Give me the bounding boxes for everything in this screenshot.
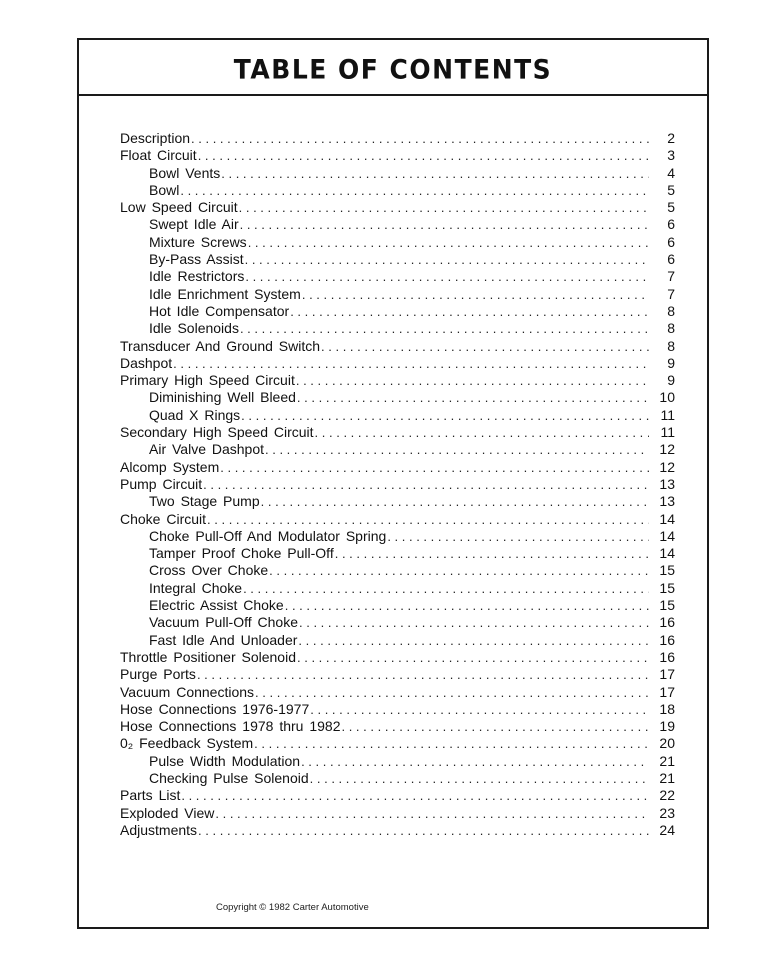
- toc-entry-page: 24: [659, 821, 675, 838]
- toc-entry-page: 4: [667, 164, 675, 181]
- toc-entry: [120, 735, 675, 752]
- toc-entry-label: Choke Circuit: [120, 510, 207, 527]
- toc-entry: [120, 147, 675, 164]
- toc-entry-page: 8: [667, 302, 675, 319]
- toc-entry: [120, 459, 675, 476]
- dot-leader: [321, 338, 649, 355]
- dot-leader: [301, 753, 649, 770]
- toc-entry-label: Fast Idle And Unloader: [149, 631, 298, 648]
- toc-entry-page: 13: [659, 493, 675, 510]
- toc-entry-page: 14: [659, 545, 675, 562]
- toc-entry: [120, 701, 675, 718]
- toc-entry-label: Integral Choke: [149, 579, 243, 596]
- toc-entry-label: Float Circuit: [120, 147, 197, 164]
- dot-leader: [297, 649, 649, 666]
- dot-leader: [207, 511, 649, 528]
- toc-entry: [120, 822, 675, 839]
- toc-entry-label: Pulse Width Modulation: [149, 752, 301, 769]
- toc-entry-page: 10: [659, 389, 675, 406]
- dot-leader: [191, 130, 649, 147]
- toc-entry-page: 15: [659, 597, 675, 614]
- toc-entry-page: 3: [667, 147, 675, 164]
- toc-entry-page: 5: [667, 199, 675, 216]
- toc-entry: [120, 718, 675, 735]
- toc-entry: [120, 372, 675, 389]
- toc-entry: [120, 597, 675, 614]
- toc-entry-page: 12: [659, 458, 675, 475]
- toc-entry-label: Idle Solenoids: [149, 320, 239, 337]
- toc-entry: [120, 476, 675, 493]
- dot-leader: [248, 234, 649, 251]
- toc-entry-label: Air Valve Dashpot: [149, 441, 265, 458]
- toc-entry: [120, 614, 675, 631]
- toc-entry-page: 6: [667, 233, 675, 250]
- page-title: TABLE OF CONTENTS: [233, 53, 553, 85]
- toc-entry: [120, 165, 675, 182]
- dot-leader: [265, 441, 649, 458]
- toc-entry-label: Checking Pulse Solenoid: [149, 769, 309, 786]
- toc-entry: [120, 182, 675, 199]
- toc-entry: [120, 684, 675, 701]
- toc-entry: [120, 441, 675, 458]
- dot-leader: [310, 701, 649, 718]
- toc-entry: [120, 199, 675, 216]
- toc-entry-label: Description: [120, 130, 191, 146]
- toc-entry-page: 12: [659, 441, 675, 458]
- toc-entry-page: 14: [659, 527, 675, 544]
- toc-entry: [120, 649, 675, 666]
- toc-entry-label: Choke Pull-Off And Modulator Spring: [149, 527, 387, 544]
- dot-leader: [245, 251, 649, 268]
- toc-entry-page: 18: [659, 700, 675, 717]
- toc-entry-label: Pump Circuit: [120, 475, 203, 492]
- toc-entry-label: Vacuum Connections: [120, 683, 255, 700]
- copyright-notice: Copyright © 1982 Carter Automotive: [216, 902, 369, 913]
- toc-entry-page: 7: [667, 268, 675, 285]
- dot-leader: [299, 614, 649, 631]
- dot-leader: [296, 372, 649, 389]
- dot-leader: [220, 459, 649, 476]
- toc-entry-label: Primary High Speed Circuit: [120, 372, 295, 389]
- dot-leader: [245, 268, 649, 285]
- toc-entry-label: Parts List: [120, 787, 181, 804]
- toc-entry-page: 9: [667, 354, 675, 371]
- toc-entry-page: 5: [667, 181, 675, 198]
- toc-entry-label: Swept Idle Air: [149, 216, 239, 233]
- dot-leader: [285, 597, 649, 614]
- toc-entry-label: Tamper Proof Choke Pull-Off: [149, 545, 334, 562]
- dot-leader: [341, 718, 649, 735]
- dot-leader: [198, 147, 649, 164]
- toc-entry-label: Throttle Positioner Solenoid: [120, 648, 296, 665]
- toc-entry: [120, 407, 675, 424]
- toc-entry-label: Alcomp System: [120, 458, 220, 475]
- toc-entry: [120, 234, 675, 251]
- toc-entry-label: Vacuum Pull-Off Choke: [149, 614, 298, 631]
- toc-entry: [120, 268, 675, 285]
- toc-entry-page: 19: [659, 718, 675, 735]
- toc-entry-page: 11: [660, 406, 675, 423]
- toc-entry-label: Idle Restrictors: [149, 268, 245, 285]
- toc-entry-label: Adjustments: [120, 821, 198, 838]
- toc-entry-label: Bowl Vents: [149, 164, 221, 181]
- dot-leader: [243, 580, 649, 597]
- dot-leader: [298, 632, 649, 649]
- toc-entry-label: Hose Connections 1976-1977: [120, 700, 310, 717]
- toc-entry: [120, 493, 675, 510]
- title-bar: [79, 40, 707, 96]
- toc-entry-label: 0₂ Feedback System: [120, 735, 254, 752]
- document-frame: [77, 38, 709, 929]
- dot-leader: [173, 355, 649, 372]
- toc-entry: [120, 130, 675, 147]
- toc-entry: [120, 562, 675, 579]
- dot-leader: [297, 389, 649, 406]
- dot-leader: [241, 407, 649, 424]
- dot-leader: [269, 562, 649, 579]
- toc-entry-page: 8: [667, 320, 675, 337]
- toc-entry-page: 16: [659, 631, 675, 648]
- toc-entry-page: 11: [660, 424, 675, 441]
- toc-entry-page: 2: [667, 130, 675, 146]
- dot-leader: [255, 684, 649, 701]
- dot-leader: [240, 320, 649, 337]
- toc-entry-label: Diminishing Well Bleed: [149, 389, 296, 406]
- toc-entry-label: Hose Connections 1978 thru 1982: [120, 718, 341, 735]
- toc-entry: [120, 216, 675, 233]
- toc-entry-page: 15: [659, 579, 675, 596]
- toc-entry-page: 7: [667, 285, 675, 302]
- toc-entry-page: 16: [659, 614, 675, 631]
- toc-entry-label: Dashpot: [120, 354, 173, 371]
- toc-entry-label: Two Stage Pump: [149, 493, 260, 510]
- toc-entry: [120, 805, 675, 822]
- dot-leader: [221, 165, 649, 182]
- dot-leader: [198, 822, 649, 839]
- dot-leader: [181, 787, 649, 804]
- toc-entry-label: Transducer And Ground Switch: [120, 337, 321, 354]
- toc-entry: [120, 770, 675, 787]
- toc-entry: [120, 251, 675, 268]
- toc-entry: [120, 303, 675, 320]
- toc-entry-label: Low Speed Circuit: [120, 199, 238, 216]
- toc-entry: [120, 424, 675, 441]
- toc-entry-label: By-Pass Assist: [149, 251, 244, 268]
- dot-leader: [239, 199, 649, 216]
- toc-entry: [120, 580, 675, 597]
- toc-entry-label: Cross Over Choke: [149, 562, 269, 579]
- dot-leader: [290, 303, 649, 320]
- toc-entry-page: 13: [659, 475, 675, 492]
- toc-entry: [120, 389, 675, 406]
- dot-leader: [261, 493, 649, 510]
- toc-entry: [120, 320, 675, 337]
- dot-leader: [387, 528, 649, 545]
- dot-leader: [197, 666, 649, 683]
- dot-leader: [254, 735, 649, 752]
- toc-entry-page: 6: [667, 216, 675, 233]
- dot-leader: [310, 770, 649, 787]
- toc-entry-label: Mixture Screws: [149, 233, 247, 250]
- toc-entry: [120, 338, 675, 355]
- toc-entry: [120, 286, 675, 303]
- dot-leader: [180, 182, 649, 199]
- toc-entry: [120, 355, 675, 372]
- dot-leader: [203, 476, 649, 493]
- toc-entry: [120, 753, 675, 770]
- toc-entry-label: Bowl: [149, 181, 180, 198]
- toc-entry-page: 17: [659, 683, 675, 700]
- toc-list: [120, 130, 675, 839]
- toc-entry-page: 22: [659, 787, 675, 804]
- toc-entry: [120, 511, 675, 528]
- toc-entry-page: 23: [659, 804, 675, 821]
- dot-leader: [335, 545, 649, 562]
- dot-leader: [240, 216, 649, 233]
- toc-entry: [120, 666, 675, 683]
- toc-entry-page: 14: [659, 510, 675, 527]
- toc-entry-label: Idle Enrichment System: [149, 285, 301, 302]
- toc-entry-label: Electric Assist Choke: [149, 597, 284, 614]
- toc-entry: [120, 632, 675, 649]
- toc-entry-label: Purge Ports: [120, 666, 196, 683]
- toc-entry-page: 16: [659, 648, 675, 665]
- toc-entry: [120, 545, 675, 562]
- toc-entry-page: 17: [659, 666, 675, 683]
- toc-entry: [120, 787, 675, 804]
- dot-leader: [315, 424, 649, 441]
- toc-entry-page: 15: [659, 562, 675, 579]
- dot-leader: [302, 286, 649, 303]
- toc-entry-label: Quad X Rings: [149, 406, 241, 423]
- toc-entry-label: Hot Idle Compensator: [149, 302, 290, 319]
- toc-entry-page: 21: [659, 769, 675, 786]
- toc-entry-page: 8: [667, 337, 675, 354]
- dot-leader: [215, 805, 649, 822]
- toc-entry-page: 21: [659, 752, 675, 769]
- toc-entry-page: 6: [667, 251, 675, 268]
- toc-entry-page: 20: [659, 735, 675, 752]
- toc-entry-label: Secondary High Speed Circuit: [120, 424, 314, 441]
- toc-entry-label: Exploded View: [120, 804, 215, 821]
- toc-entry: [120, 528, 675, 545]
- toc-entry-page: 9: [667, 372, 675, 389]
